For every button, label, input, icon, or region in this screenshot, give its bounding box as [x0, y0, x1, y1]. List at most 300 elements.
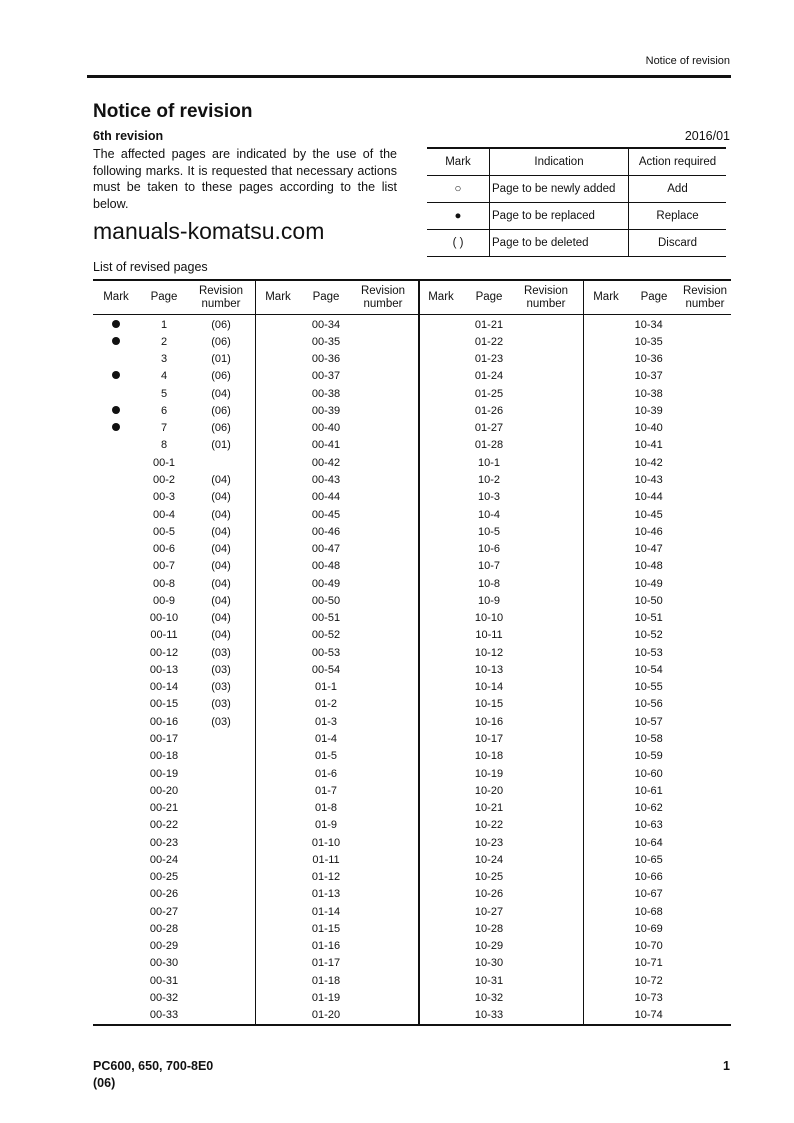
table-row: [418, 644, 583, 661]
row-revision: (04): [211, 612, 231, 625]
row-page: 10-59: [634, 750, 663, 763]
table-row: [418, 782, 583, 799]
row-page: 10-43: [634, 474, 663, 487]
table-row: [583, 748, 731, 765]
row-page: 10-13: [474, 663, 504, 676]
table-row: [255, 420, 418, 437]
row-page: 00-51: [311, 612, 341, 625]
table-row: [418, 351, 583, 368]
row-revision: (03): [211, 663, 231, 676]
row-page: 10-68: [634, 905, 663, 918]
table-row: [255, 748, 418, 765]
table-row: [255, 955, 418, 972]
header-mark: Mark: [428, 291, 454, 303]
table-row: [418, 333, 583, 350]
row-mark: [93, 319, 139, 331]
table-row: [583, 782, 731, 799]
table-row: [255, 454, 418, 471]
table-row: [255, 730, 418, 747]
row-page: 00-36: [311, 353, 341, 366]
row-page: 1: [160, 318, 168, 331]
row-page: 10-54: [634, 663, 663, 676]
row-page: 01-9: [314, 819, 338, 832]
table-row: [93, 730, 255, 747]
row-page: 00-34: [311, 318, 341, 331]
row-page: 00-19: [149, 767, 179, 780]
row-page: 00-1: [152, 456, 176, 469]
table-row: [93, 368, 255, 385]
row-page: 10-65: [634, 853, 663, 866]
table-row: [418, 886, 583, 903]
row-page: 00-54: [311, 663, 341, 676]
legend-header-action: Action required: [629, 148, 727, 176]
table-row: [255, 610, 418, 627]
legend-mark: ●: [427, 203, 490, 230]
table-row: [255, 506, 418, 523]
row-page: 00-5: [152, 525, 176, 538]
table-row: [255, 920, 418, 937]
table-row: [93, 661, 255, 678]
table-row: [583, 730, 731, 747]
row-page: 01-8: [314, 802, 338, 815]
table-row: [583, 765, 731, 782]
row-revision: (04): [211, 560, 231, 573]
row-page: 10-41: [634, 439, 663, 452]
table-row: [255, 402, 418, 419]
row-page: 00-46: [311, 525, 341, 538]
table-row: [255, 523, 418, 540]
table-row: [93, 592, 255, 609]
table-row: [418, 730, 583, 747]
row-page: 00-3: [152, 491, 176, 504]
row-page: 10-33: [474, 1009, 504, 1022]
table-row: [583, 540, 731, 557]
table-row: [93, 351, 255, 368]
table-row: [418, 627, 583, 644]
row-page: 00-33: [149, 1009, 179, 1022]
row-page: 4: [160, 370, 168, 383]
row-page: 01-7: [314, 784, 338, 797]
table-row: [418, 989, 583, 1006]
row-page: 10-58: [634, 733, 663, 745]
row-page: 01-25: [474, 387, 504, 400]
row-page: 00-10: [149, 612, 179, 625]
row-page: 10-17: [474, 733, 504, 745]
row-page: 01-22: [474, 335, 504, 348]
row-page: 10-29: [474, 940, 504, 953]
row-page: 10-7: [477, 560, 501, 573]
table-row: [255, 989, 418, 1006]
table-row: [93, 506, 255, 523]
row-page: 10-72: [634, 974, 663, 987]
row-page: 00-47: [311, 543, 341, 556]
row-page: 00-12: [149, 646, 179, 659]
table-row: [583, 817, 731, 834]
table-row: [255, 834, 418, 851]
row-page: 01-3: [314, 715, 338, 728]
table-row: [418, 471, 583, 488]
row-page: 00-6: [152, 543, 176, 556]
table-row: [583, 610, 731, 627]
table-row: [583, 489, 731, 506]
row-page: 10-23: [474, 836, 504, 849]
table-row: [583, 869, 731, 886]
table-row: [418, 368, 583, 385]
row-page: 01-16: [311, 940, 341, 953]
row-page: 10-34: [634, 318, 663, 331]
row-page: 10-9: [477, 594, 501, 607]
row-page: 10-67: [634, 888, 663, 901]
table-row: [255, 851, 418, 868]
table-row: [418, 765, 583, 782]
row-page: 10-15: [474, 698, 504, 711]
row-page: 10-31: [474, 974, 504, 987]
row-revision: (06): [211, 422, 231, 435]
table-row: [255, 489, 418, 506]
table-row: [583, 471, 731, 488]
table-row: [93, 920, 255, 937]
row-page: 10-21: [474, 802, 504, 815]
row-page: 01-21: [474, 318, 504, 331]
table-row: [255, 540, 418, 557]
table-row: [93, 782, 255, 799]
table-row: [93, 385, 255, 402]
row-page: 10-44: [634, 491, 663, 504]
watermark: manuals-komatsu.com: [93, 218, 325, 244]
header-revision: Revision number: [682, 284, 728, 310]
table-row: [93, 679, 255, 696]
table-row: [255, 575, 418, 592]
row-revision: (06): [211, 404, 231, 417]
row-page: 01-12: [311, 871, 341, 884]
row-page: 10-64: [634, 836, 663, 849]
table-row: [93, 765, 255, 782]
row-page: 00-26: [149, 888, 179, 901]
table-row: [418, 454, 583, 471]
table-row: [93, 558, 255, 575]
row-page: 00-22: [149, 819, 179, 832]
table-row: [93, 851, 255, 868]
legend-mark: ( ): [427, 230, 490, 257]
table-row: [583, 696, 731, 713]
row-page: 01-10: [311, 836, 341, 849]
table-row: [93, 903, 255, 920]
row-page: 10-46: [634, 525, 663, 538]
table-row: [418, 437, 583, 454]
header-mark: Mark: [103, 291, 129, 303]
filled-circle-icon: [112, 337, 120, 345]
table-row: [583, 627, 731, 644]
row-page: 10-45: [634, 508, 663, 521]
row-page: 10-1: [477, 456, 501, 469]
table-row: [583, 523, 731, 540]
row-page: 01-19: [311, 991, 341, 1004]
row-page: 10-25: [474, 871, 504, 884]
table-row: [583, 351, 731, 368]
header-mark: Mark: [593, 291, 619, 303]
footer-model: PC600, 650, 700-8E0: [93, 1059, 214, 1073]
table-row: [583, 333, 731, 350]
row-page: 10-74: [634, 1009, 663, 1022]
row-page: 00-20: [149, 784, 179, 797]
legend-action: Add: [629, 176, 727, 203]
header-page: Page: [312, 291, 340, 303]
revision-label: 6th revision: [93, 129, 164, 143]
row-page: 2: [160, 335, 168, 348]
row-page: 10-53: [634, 646, 663, 659]
table-row: [418, 955, 583, 972]
table-row: [255, 661, 418, 678]
row-page: 00-25: [149, 871, 179, 884]
header-revision: Revision number: [523, 284, 569, 310]
row-page: 00-4: [152, 508, 176, 521]
page-title: Notice of revision: [93, 101, 253, 122]
table-row: [583, 713, 731, 730]
row-page: 01-26: [474, 404, 504, 417]
header-page: Page: [475, 291, 503, 303]
row-page: 10-11: [475, 629, 503, 642]
row-page: 10-12: [474, 646, 504, 659]
row-page: 10-40: [634, 422, 663, 435]
row-page: 01-18: [311, 974, 341, 987]
row-page: 10-22: [474, 819, 504, 832]
table-row: [255, 938, 418, 955]
row-page: 6: [160, 404, 168, 417]
row-page: 00-31: [149, 974, 179, 987]
row-revision: (04): [211, 508, 231, 521]
table-row: [93, 402, 255, 419]
table-row: [93, 696, 255, 713]
table-row: [583, 920, 731, 937]
row-page: 00-27: [149, 905, 179, 918]
table-row: [583, 437, 731, 454]
legend-row: [427, 230, 726, 257]
row-page: 00-16: [149, 715, 179, 728]
table-row: [255, 799, 418, 816]
table-row: [583, 799, 731, 816]
row-page: 10-49: [634, 577, 663, 590]
table-row: [583, 368, 731, 385]
table-row: [93, 817, 255, 834]
row-page: 7: [160, 422, 168, 435]
row-page: 01-6: [314, 767, 338, 780]
table-row: [418, 713, 583, 730]
row-revision: (04): [211, 387, 231, 400]
row-revision: (03): [211, 646, 231, 659]
row-page: 01-20: [311, 1009, 341, 1022]
header-rule: [87, 75, 731, 78]
row-page: 10-16: [474, 715, 504, 728]
table-row: [418, 402, 583, 419]
table-row: [93, 748, 255, 765]
row-page: 00-42: [311, 456, 341, 469]
row-revision: (04): [211, 594, 231, 607]
table-row: [418, 420, 583, 437]
row-page: 00-49: [311, 577, 341, 590]
table-row: [418, 696, 583, 713]
table-row: [255, 903, 418, 920]
row-page: 10-47: [634, 543, 663, 556]
table-row: [255, 368, 418, 385]
table-row: [93, 799, 255, 816]
row-page: 10-28: [474, 922, 504, 935]
row-page: 5: [160, 387, 168, 400]
row-mark: [93, 422, 139, 434]
table-row: [583, 886, 731, 903]
table-row: [418, 920, 583, 937]
row-page: 10-69: [634, 922, 663, 935]
column-header: [418, 281, 583, 315]
column-header: [255, 281, 418, 315]
row-page: 01-1: [314, 681, 338, 694]
mark-legend-table: [427, 147, 726, 257]
row-page: 10-55: [634, 681, 663, 694]
legend-indication: Page to be deleted: [490, 230, 629, 257]
table-row: [418, 661, 583, 678]
row-page: 8: [160, 439, 168, 452]
table-row: [93, 834, 255, 851]
row-page: 10-50: [634, 594, 663, 607]
row-page: 00-17: [149, 733, 179, 745]
table-row: [255, 558, 418, 575]
row-page: 10-32: [474, 991, 504, 1004]
row-page: 10-39: [634, 404, 663, 417]
row-revision: (06): [211, 370, 231, 383]
row-page: 00-45: [311, 508, 341, 521]
row-page: 10-63: [634, 819, 663, 832]
row-page: 00-14: [149, 681, 179, 694]
row-page: 01-13: [311, 888, 341, 901]
table-row: [255, 782, 418, 799]
table-row: [418, 558, 583, 575]
revision-date: 2016/01: [684, 129, 730, 143]
row-page: 00-21: [149, 802, 179, 815]
row-revision: (04): [211, 525, 231, 538]
row-page: 10-14: [474, 681, 504, 694]
table-row: [583, 938, 731, 955]
row-page: 00-41: [311, 439, 341, 452]
column-header: [93, 281, 255, 315]
row-page: 01-24: [474, 370, 504, 383]
row-page: 10-42: [634, 456, 663, 469]
table-row: [93, 471, 255, 488]
row-page: 00-52: [311, 629, 341, 642]
filled-circle-icon: [112, 320, 120, 328]
table-row: [255, 385, 418, 402]
table-row: [583, 420, 731, 437]
row-page: 10-3: [477, 491, 501, 504]
table-row: [583, 972, 731, 989]
row-page: 10-36: [634, 353, 663, 366]
legend-row: [427, 176, 726, 203]
table-row: [93, 523, 255, 540]
intro-paragraph: The affected pages are indicated by the use of the following marks. It is requested that necessary actions must be taken to these pages according to the list below.: [93, 147, 397, 211]
filled-circle-icon: [112, 423, 120, 431]
row-page: 10-27: [474, 905, 504, 918]
row-page: 00-8: [152, 577, 176, 590]
table-row: [583, 955, 731, 972]
table-row: [418, 540, 583, 557]
row-page: 01-28: [474, 439, 504, 452]
row-revision: (01): [211, 439, 231, 452]
table-row: [418, 903, 583, 920]
table-row: [93, 938, 255, 955]
row-page: 10-19: [474, 767, 504, 780]
row-page: 10-2: [477, 474, 501, 487]
row-page: 00-32: [149, 991, 179, 1004]
row-page: 10-30: [474, 957, 504, 970]
header-revision: Revision number: [360, 284, 406, 310]
table-row: [583, 1007, 731, 1024]
row-page: 10-60: [634, 767, 663, 780]
table-row: [255, 437, 418, 454]
table-row: [418, 869, 583, 886]
row-page: 00-53: [311, 646, 341, 659]
table-row: [418, 506, 583, 523]
row-mark: [93, 405, 139, 417]
column-group-1: [93, 281, 256, 1024]
footer-revision: (06): [93, 1076, 116, 1090]
row-page: 10-66: [634, 871, 663, 884]
table-row: [93, 955, 255, 972]
legend-mark: ○: [427, 176, 490, 203]
row-page: 10-37: [634, 370, 663, 383]
table-row: [583, 385, 731, 402]
table-row: [418, 972, 583, 989]
table-row: [93, 454, 255, 471]
table-row: [93, 316, 255, 333]
table-row: [583, 592, 731, 609]
row-page: 10-52: [634, 629, 663, 642]
row-mark: [93, 336, 139, 348]
row-page: 00-9: [152, 594, 176, 607]
row-revision: (04): [211, 629, 231, 642]
row-page: 10-73: [634, 991, 663, 1004]
table-row: [93, 989, 255, 1006]
table-row: [93, 972, 255, 989]
table-row: [418, 610, 583, 627]
table-row: [418, 523, 583, 540]
table-row: [255, 817, 418, 834]
legend-header-indication: Indication: [490, 148, 629, 176]
list-title: List of revised pages: [93, 260, 208, 274]
row-page: 01-5: [314, 750, 338, 763]
row-revision: (04): [211, 577, 231, 590]
row-page: 00-15: [149, 698, 179, 711]
table-row: [583, 402, 731, 419]
table-row: [93, 610, 255, 627]
row-page: 10-56: [634, 698, 663, 711]
row-page: 00-13: [149, 663, 179, 676]
row-page: 10-61: [634, 784, 663, 797]
table-row: [418, 592, 583, 609]
table-row: [583, 903, 731, 920]
table-row: [93, 540, 255, 557]
table-row: [93, 575, 255, 592]
table-row: [418, 316, 583, 333]
table-row: [93, 333, 255, 350]
table-row: [418, 851, 583, 868]
row-page: 10-51: [634, 612, 663, 625]
table-row: [583, 575, 731, 592]
table-row: [418, 679, 583, 696]
row-mark: [93, 370, 139, 382]
table-row: [418, 834, 583, 851]
row-page: 00-2: [152, 474, 176, 487]
table-row: [418, 817, 583, 834]
row-page: 00-35: [311, 335, 341, 348]
table-row: [583, 834, 731, 851]
